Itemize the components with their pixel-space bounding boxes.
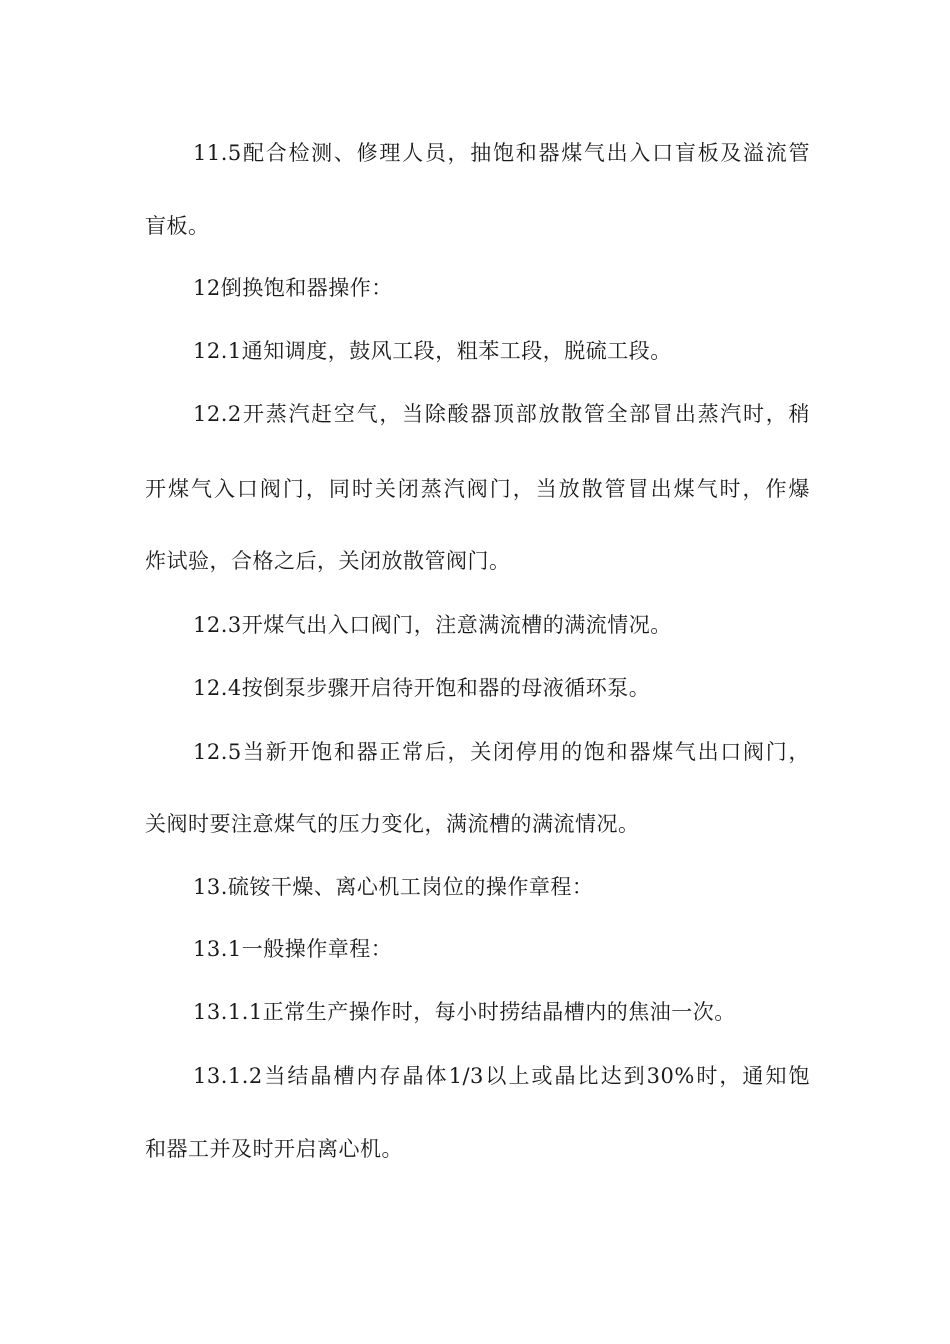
paragraph-13-1-1: 13.1.1正常生产操作时，每小时捞结晶槽内的焦油一次。 [193,1000,736,1024]
paragraph-12-5-line-2: 关阀时要注意煤气的压力变化，满流槽的满流情况。 [145,812,640,836]
paragraph-12-1: 12.1通知调度，鼓风工段，粗苯工段，脱硫工段。 [193,339,672,363]
paragraph-11-5-line-2: 盲板。 [145,214,210,238]
paragraph-12-4: 12.4按倒泵步骤开启待开饱和器的母液循环泵。 [193,676,651,700]
paragraph-11-5-line-1: 11.5配合检测、修理人员，抽饱和器煤气出入口盲板及溢流管 [193,141,810,165]
paragraph-12-3: 12.3开煤气出入口阀门，注意满流槽的满流情况。 [193,613,672,637]
paragraph-12-2-line-1: 12.2开蒸汽赶空气，当除酸器顶部放散管全部冒出蒸汽时，稍 [193,402,810,426]
heading-12: 12倒换饱和器操作： [193,276,393,300]
heading-13: 13.硫铵干燥、离心机工岗位的操作章程： [193,875,594,899]
heading-13-1: 13.1一般操作章程： [193,937,393,961]
paragraph-12-2-line-2: 开煤气入口阀门，同时关闭蒸汽阀门，当放散管冒出煤气时，作爆 [145,477,810,501]
paragraph-13-1-2-line-1: 13.1.2当结晶槽内存晶体1/3以上或晶比达到30%时，通知饱 [193,1064,810,1088]
paragraph-12-5-line-1: 12.5当新开饱和器正常后，关闭停用的饱和器煤气出口阀门， [193,740,810,764]
paragraph-13-1-2-line-2: 和器工并及时开启离心机。 [145,1137,403,1161]
paragraph-12-2-line-3: 炸试验，合格之后，关闭放散管阀门。 [145,549,511,573]
